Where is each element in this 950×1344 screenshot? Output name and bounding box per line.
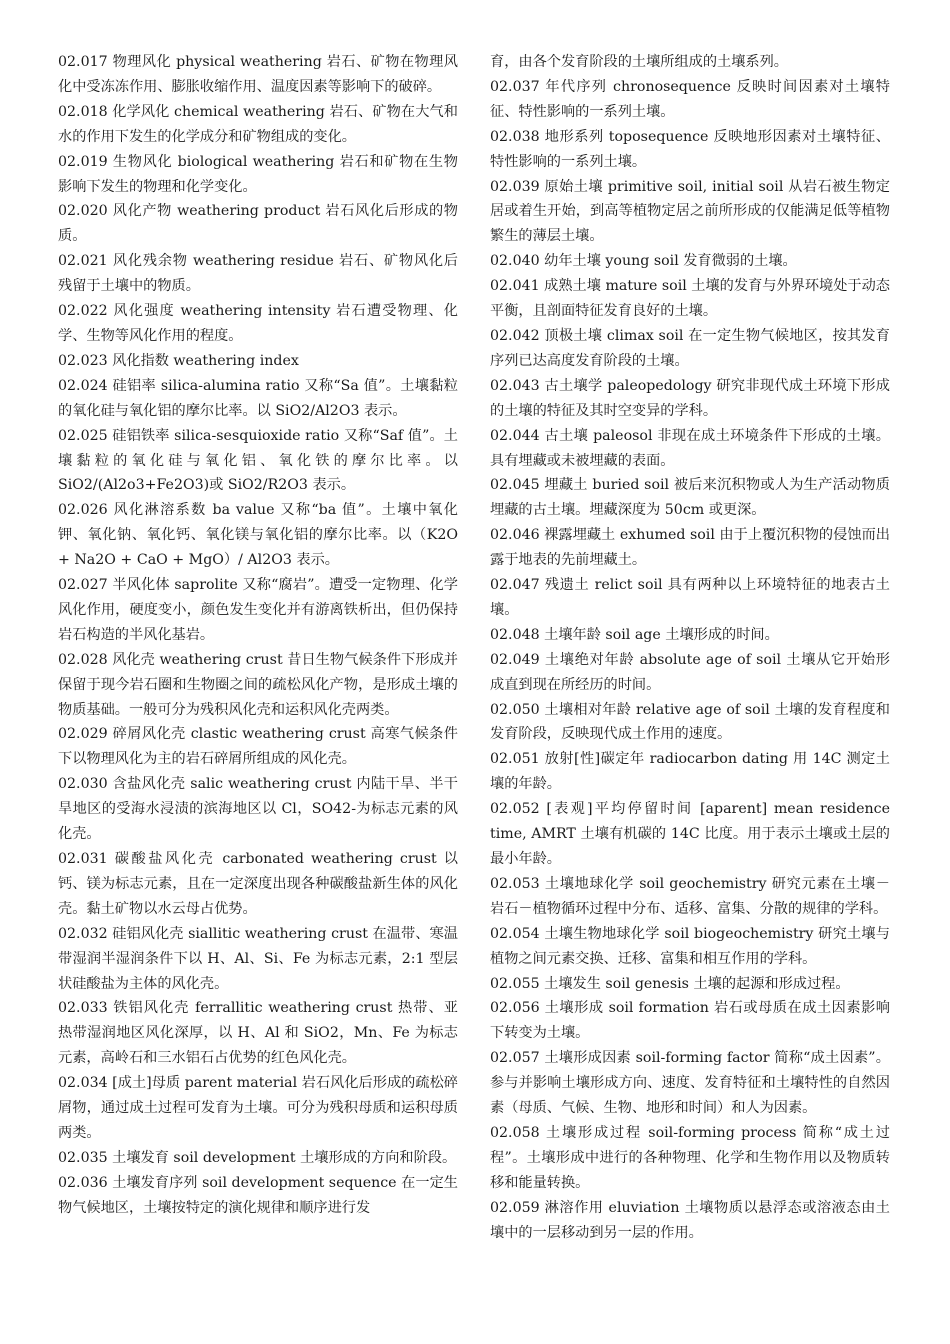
term-entry: [58, 996, 458, 1071]
entry-text: 02.049 土壤绝对年龄 absolute age of soil 土壤从它开始形成直到现在所经历的时间。: [490, 651, 890, 693]
term-entry: [490, 573, 890, 623]
term-entry: [490, 175, 890, 250]
entry-text: 02.019 生物风化 biological weathering 岩石和矿物在生物影响下发生的物理和化学变化。: [58, 153, 458, 195]
term-entry: [58, 50, 458, 100]
term-entry: [490, 473, 890, 523]
term-entry: [490, 623, 890, 648]
entry-text: 02.055 土壤发生 soil genesis 土壤的起源和形成过程。: [490, 975, 850, 992]
entry-text: 02.022 风化强度 weathering intensity 岩石遭受物理、化学、生物等风化作用的程度。: [58, 303, 458, 344]
entry-text: 02.056 土壤形成 soil formation 岩石或母质在成土因素影响下转变为土壤。: [490, 1000, 890, 1042]
term-entry: [490, 648, 890, 698]
term-entry: [58, 772, 458, 847]
entry-text: 02.057 土壤形成因素 soil-forming factor 简称“成土因素”。参与并影响土壤形成方向、速度、发育特征和土壤特性的自然因素（母质、气候、生物、地形和时间）和人为因素。: [490, 1050, 890, 1117]
term-entry: [58, 1071, 458, 1146]
entry-text: 02.046 裸露埋藏土 exhumed soil 由于上覆沉积物的侵蚀而出露于地表的先前埋藏土。: [490, 527, 890, 569]
entry-text: 02.035 土壤发育 soil development 土壤形成的方向和阶段。: [58, 1149, 457, 1166]
entry-text: 02.044 古土壤 paleosol 非现在成土环境条件下形成的土壤。具有埋藏或未被埋藏的表面。: [490, 427, 890, 469]
entry-text: 02.023 风化指数 weathering index: [58, 352, 299, 369]
right-column: [490, 50, 890, 1246]
entry-text: 02.045 埋藏土 buried soil 被后来沉积物或人为生产活动物质埋藏的古土壤。埋藏深度为 50cm 或更深。: [490, 477, 890, 519]
entry-text: 02.021 风化残余物 weathering residue 岩石、矿物风化后残留于土壤中的物质。: [58, 253, 458, 295]
entry-text: 02.027 半风化体 saprolite 又称“腐岩”。遭受一定物理、化学风化作用，硬度变小，颜色发生变化并有游离铁析出，但仍保持岩石构造的半风化基岩。: [58, 577, 458, 643]
term-entry: [490, 523, 890, 573]
term-entry: [490, 747, 890, 797]
term-entry: [490, 698, 890, 748]
term-entry: [490, 50, 890, 75]
term-entry: [490, 1046, 890, 1121]
term-entry: [490, 324, 890, 374]
entry-text: 02.043 古土壤学 paleopedology 研究非现代成土环境下形成的土壤的特征及其时空变异的学科。: [490, 377, 890, 419]
entry-text: 02.059 淋溶作用 eluviation 土壤物质以悬浮态或溶液态由土壤中的一层移动到另一层的作用。: [490, 1199, 890, 1241]
entry-text: 02.018 化学风化 chemical weathering 岩石、矿物在大气和水的作用下发生的化学成分和矿物组成的变化。: [58, 103, 458, 145]
term-entry: [490, 424, 890, 474]
entry-text: 02.024 硅铝率 silica-alumina ratio 又称“Sa 值”。土壤黏粒的氧化硅与氧化铝的摩尔比率。以 SiO2/Al2O3 表示。: [58, 377, 458, 419]
entry-text: 02.020 风化产物 weathering product 岩石风化后形成的物质。: [58, 203, 458, 245]
term-entry: [490, 972, 890, 997]
term-entry: [58, 1146, 458, 1171]
term-entry: [58, 424, 458, 499]
entry-text: 02.039 原始土壤 primitive soil, initial soil 从岩石被生物定居或着生开始，到高等植物定居之前所形成的仅能满足低等植物繁生的薄层土壤。: [490, 178, 890, 245]
entry-text: 02.026 风化淋溶系数 ba value 又称“ba 值”。土壤中氧化钾、氧化钠、氧化钙、氧化镁与氧化铝的摩尔比率。以（K2O + Na2O + CaO + MgO）/ Al2O3 表示。: [58, 502, 458, 569]
term-entry: [58, 100, 458, 150]
term-entry: [490, 872, 890, 922]
entry-text: 02.047 残遗土 relict soil 具有两种以上环境特征的地表古土壤。: [490, 577, 890, 618]
term-entry: [490, 274, 890, 324]
entry-text: 02.028 风化壳 weathering crust 昔日生物气候条件下形成并保留于现今岩石圈和生物圈之间的疏松风化产物，是形成土壤的物质基础。一般可分为残积风化壳和运积风化壳两类。: [58, 651, 458, 718]
entry-text: 02.042 顶极土壤 climax soil 在一定生物气候地区，按其发育序列已达高度发育阶段的土壤。: [490, 327, 890, 369]
entry-text: 02.054 土壤生物地球化学 soil biogeochemistry 研究土壤与植物之间元素交换、迁移、富集和相互作用的学科。: [490, 925, 890, 967]
entry-text: 02.040 幼年土壤 young soil 发育微弱的土壤。: [490, 253, 797, 270]
term-entry: [490, 922, 890, 972]
term-entry: [490, 374, 890, 424]
entry-text: 02.058 土壤形成过程 soil-forming process 简称“成土过程”。土壤形成中进行的各种物理、化学和生物作用以及物质转移和能量转换。: [490, 1124, 890, 1191]
term-entry: [58, 299, 458, 349]
term-entry: [490, 75, 890, 125]
entry-text: 02.036 土壤发育序列 soil development sequence 在一定生物气候地区，土壤按特定的演化规律和顺序进行发: [58, 1174, 458, 1216]
entry-text: 02.050 土壤相对年龄 relative age of soil 土壤的发育程度和发育阶段，反映现代成土作用的速度。: [490, 701, 890, 743]
term-entry: [490, 1121, 890, 1196]
entry-text: 02.053 土壤地球化学 soil geochemistry 研究元素在土壤－岩石－植物循环过程中分布、适移、富集、分散的规律的学科。: [490, 875, 890, 917]
left-column: [58, 50, 458, 1221]
entry-text: 02.048 土壤年龄 soil age 土壤形成的时间。: [490, 626, 779, 643]
entry-text: 02.052 [表观]平均停留时间 [aparent] mean residence time, AMRT 土壤有机碳的 14C 比度。用于表示土壤或土层的最小年龄。: [490, 801, 890, 867]
entry-text: 02.030 含盐风化壳 salic weathering crust 内陆干旱、半干旱地区的受海水浸渍的滨海地区以 Cl，SO42-为标志元素的风化壳。: [58, 776, 458, 843]
entry-text: 02.031 碳酸盐风化壳 carbonated weathering crust 以钙、镁为标志元素，且在一定深度出现各种碳酸盐新生体的风化壳。黏土矿物以水云母占优势。: [58, 851, 458, 917]
term-entry: [490, 797, 890, 872]
term-entry: [58, 847, 458, 922]
entry-text: 02.034 [成土]母质 parent material 岩石风化后形成的疏松碎屑物，通过成土过程可发育为土壤。可分为残积母质和运积母质两类。: [58, 1075, 458, 1141]
term-entry: [58, 648, 458, 723]
term-entry: [58, 374, 458, 424]
entry-text: 02.033 铁铝风化壳 ferrallitic weathering crust 热带、亚热带湿润地区风化深厚，以 H、Al 和 SiO2，Mn、Fe 为标志元素，高岭石和三水铝石占优势的红色风化壳。: [58, 1000, 458, 1067]
term-entry: [58, 922, 458, 997]
term-entry: [58, 573, 458, 648]
entry-text: 02.029 碎屑风化壳 clastic weathering crust 高寒气候条件下以物理风化为主的岩石碎屑所组成的风化壳。: [58, 726, 458, 768]
entry-text: 02.037 年代序列 chronosequence 反映时间因素对土壤特征、特性影响的一系列土壤。: [490, 78, 890, 120]
term-entry: [58, 1171, 458, 1221]
entry-text: 02.051 放射[性]碳定年 radiocarbon dating 用 14C 测定土壤的年龄。: [490, 751, 890, 793]
term-entry: [490, 249, 890, 274]
entry-text: 02.032 硅铝风化壳 siallitic weathering crust 在温带、寒温带湿润半湿润条件下以 H、Al、Si、Fe 为标志元素，2:1 型层状硅酸盐为主体的风化壳。: [58, 925, 458, 992]
term-entry: [490, 1196, 890, 1246]
term-entry: [58, 722, 458, 772]
term-entry: [58, 249, 458, 299]
entry-text: 02.041 成熟土壤 mature soil 土壤的发育与外界环境处于动态平衡，且剖面特征发育良好的土壤。: [490, 278, 890, 320]
entry-text: 02.038 地形系列 toposequence 反映地形因素对土壤特征、特性影响的一系列土壤。: [490, 128, 890, 170]
term-entry: [490, 125, 890, 175]
term-entry: [58, 199, 458, 249]
term-entry: [58, 349, 458, 374]
entry-text: 02.025 硅铝铁率 silica-sesquioxide ratio 又称“Saf 值”。土壤黏粒的氧化硅与氧化铝、氧化铁的摩尔比率。以 SiO2/(Al2o3+Fe2O3)或 SiO2/R2O3 表示。: [58, 427, 458, 494]
entry-text: 02.017 物理风化 physical weathering 岩石、矿物在物理风化中受冻冻作用、膨胀收缩作用、温度因素等影响下的破碎。: [58, 54, 458, 95]
term-entry: [490, 996, 890, 1046]
term-entry: [58, 498, 458, 573]
term-entry: [58, 150, 458, 200]
entry-text: 育，由各个发育阶段的土壤所组成的土壤系列。: [490, 54, 788, 70]
